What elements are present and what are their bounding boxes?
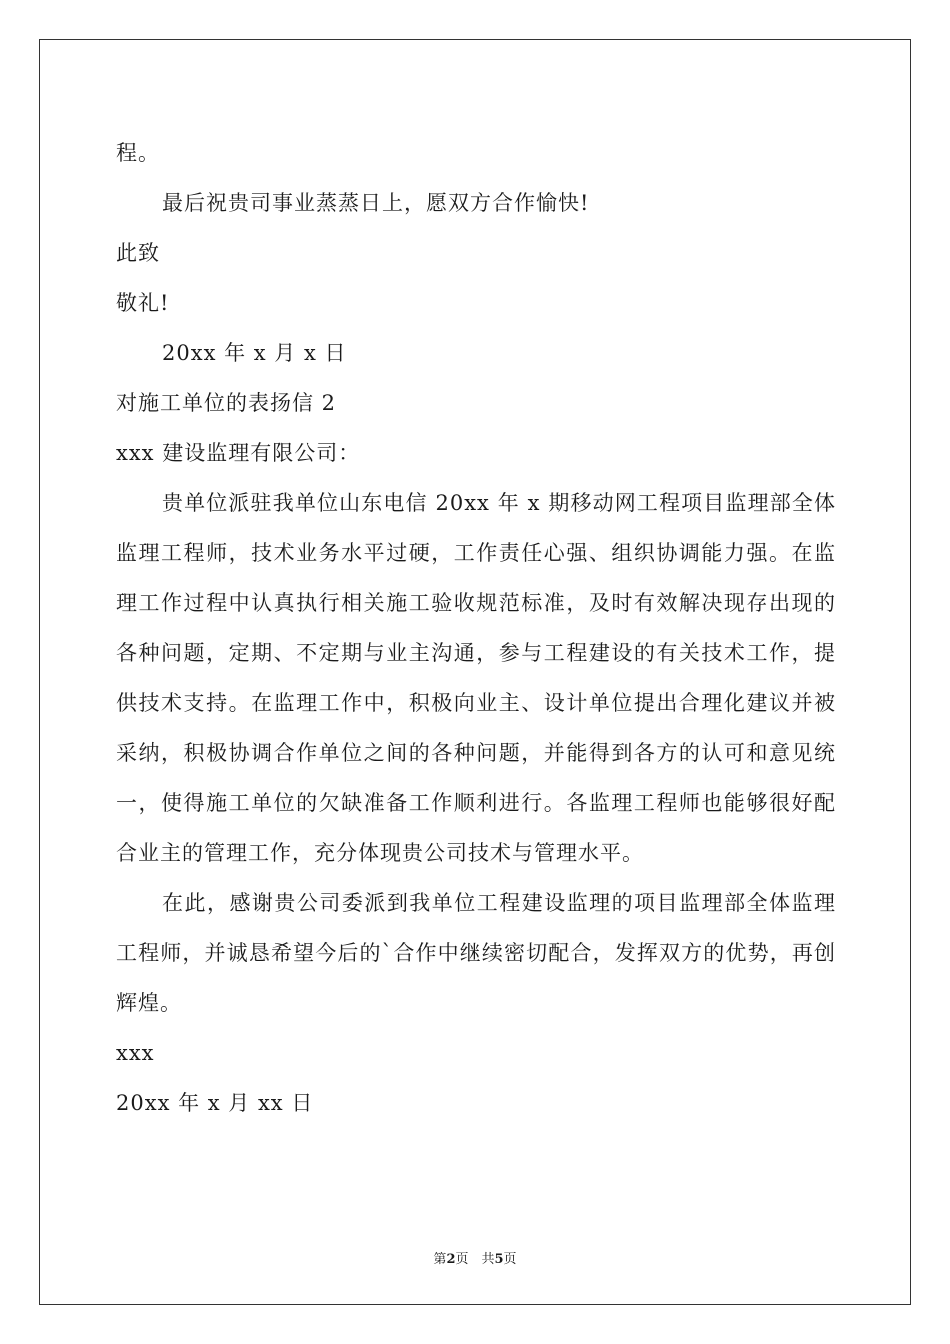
recipient: xxx 建设监理有限公司： xyxy=(116,441,361,465)
salutation-cizhi: 此致 xyxy=(116,241,160,265)
footer-page-total: 5 xyxy=(494,1252,504,1267)
footer-page-mid: 页 共 xyxy=(455,1252,495,1267)
page-footer xyxy=(0,1248,950,1267)
salutation-jingli: 敬礼! xyxy=(116,291,170,315)
footer-page-prefix: 第 xyxy=(433,1252,447,1267)
footer-page-suffix: 页 xyxy=(503,1252,517,1267)
section-title: 对施工单位的表扬信 2 xyxy=(116,391,337,415)
letter-body xyxy=(116,128,836,1128)
closing-wish: 最后祝贵司事业蒸蒸日上，愿双方合作愉快! xyxy=(162,191,590,215)
body-paragraph-2: 在此，感谢贵公司委派到我单位工程建设监理的项目监理部全体监理工程师，并诚恳希望今后的`合作中继续密切配合，发挥双方的优势，再创辉煌。 xyxy=(116,891,836,1015)
footer-page-current: 2 xyxy=(446,1252,456,1267)
signature: xxx xyxy=(116,1041,155,1065)
text-line-continuation: 程。 xyxy=(116,141,160,165)
body-paragraph-1: 贵单位派驻我单位山东电信 20xx 年 x 期移动网工程项目监理部全体监理工程师，技术业务水平过硬，工作责任心强、组织协调能力强。在监理工作过程中认真执行相关施工验收规范标准，及时有效解决现存出现的各种问题，定期、不定期与业主沟通，参与工程建设的有关技术工作，提供技术支持。在监理工作中，积极向业主、设计单位提出合理化建议并被采纳，积极协调合作单位之间的各种问题，并能得到各方的认可和意见统一，使得施工单位的欠缺准备工作顺利进行。各监理工程师也能够很好配合业主的管理工作，充分体现贵公司技术与管理水平。 xyxy=(116,491,836,865)
letter-date-2: 20xx 年 x 月 xx 日 xyxy=(116,1091,314,1115)
letter-date-1: 20xx 年 x 月 x 日 xyxy=(162,341,347,365)
